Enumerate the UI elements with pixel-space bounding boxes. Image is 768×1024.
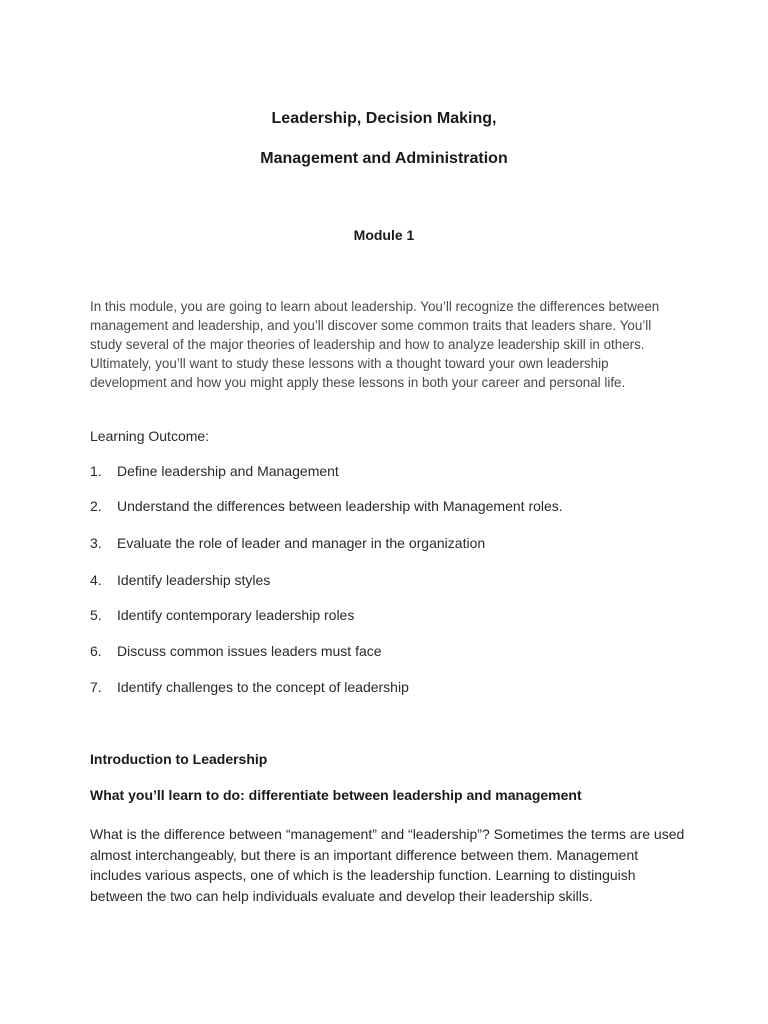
- body-paragraph: What is the difference between “management” and “leadership”? Sometimes the terms are used almost interchangeably, but there is an important difference between them. Management includes various aspects, one of which is the leadership function. Learning to distinguish between the two can help individuals evaluate and develop their leadership skills.: [90, 826, 685, 904]
- section-heading: Introduction to Leadership: [90, 751, 268, 767]
- list-item: [90, 679, 690, 695]
- document-title-line-1: Leadership, Decision Making,: [271, 110, 497, 127]
- list-item-text: Evaluate the role of leader and manager in the organization: [117, 535, 486, 551]
- list-item-text: Discuss common issues leaders must face: [117, 643, 382, 659]
- list-item-text: Understand the differences between leadership with Management roles.: [117, 498, 563, 514]
- list-item-text: Identify leadership styles: [117, 572, 271, 588]
- list-item: [90, 643, 690, 659]
- list-item: [90, 535, 690, 551]
- document-title-line-2: Management and Administration: [260, 150, 508, 167]
- list-item-number: 7.: [90, 679, 102, 695]
- list-item-number: 4.: [90, 572, 102, 588]
- list-item: [90, 498, 690, 514]
- list-item-text: Identify contemporary leadership roles: [117, 607, 355, 623]
- list-item: [90, 572, 690, 588]
- list-item: [90, 463, 690, 479]
- list-item-text: Identify challenges to the concept of leadership: [117, 679, 409, 695]
- list-item: [90, 607, 690, 623]
- module-label: Module 1: [353, 227, 415, 243]
- learning-outcome-heading: Learning Outcome:: [90, 428, 210, 444]
- list-item-number: 1.: [90, 463, 102, 479]
- subsection-heading: What you’ll learn to do: differentiate between leadership and management: [90, 787, 582, 803]
- list-item-number: 5.: [90, 607, 102, 623]
- intro-paragraph: In this module, you are going to learn about leadership. You’ll recognize the differences between management and leadership, and you’ll discover some common traits that leaders share. You’ll study several of the major theories of leadership and how to analyze leadership skill in others. Ultimately, you’ll want to study these lessons with a thought toward your own leadership development and how you might apply these lessons in both your career and personal life.: [90, 299, 660, 390]
- list-item-number: 2.: [90, 498, 102, 514]
- list-item-number: 6.: [90, 643, 102, 659]
- list-item-number: 3.: [90, 535, 102, 551]
- list-item-text: Define leadership and Management: [117, 463, 339, 479]
